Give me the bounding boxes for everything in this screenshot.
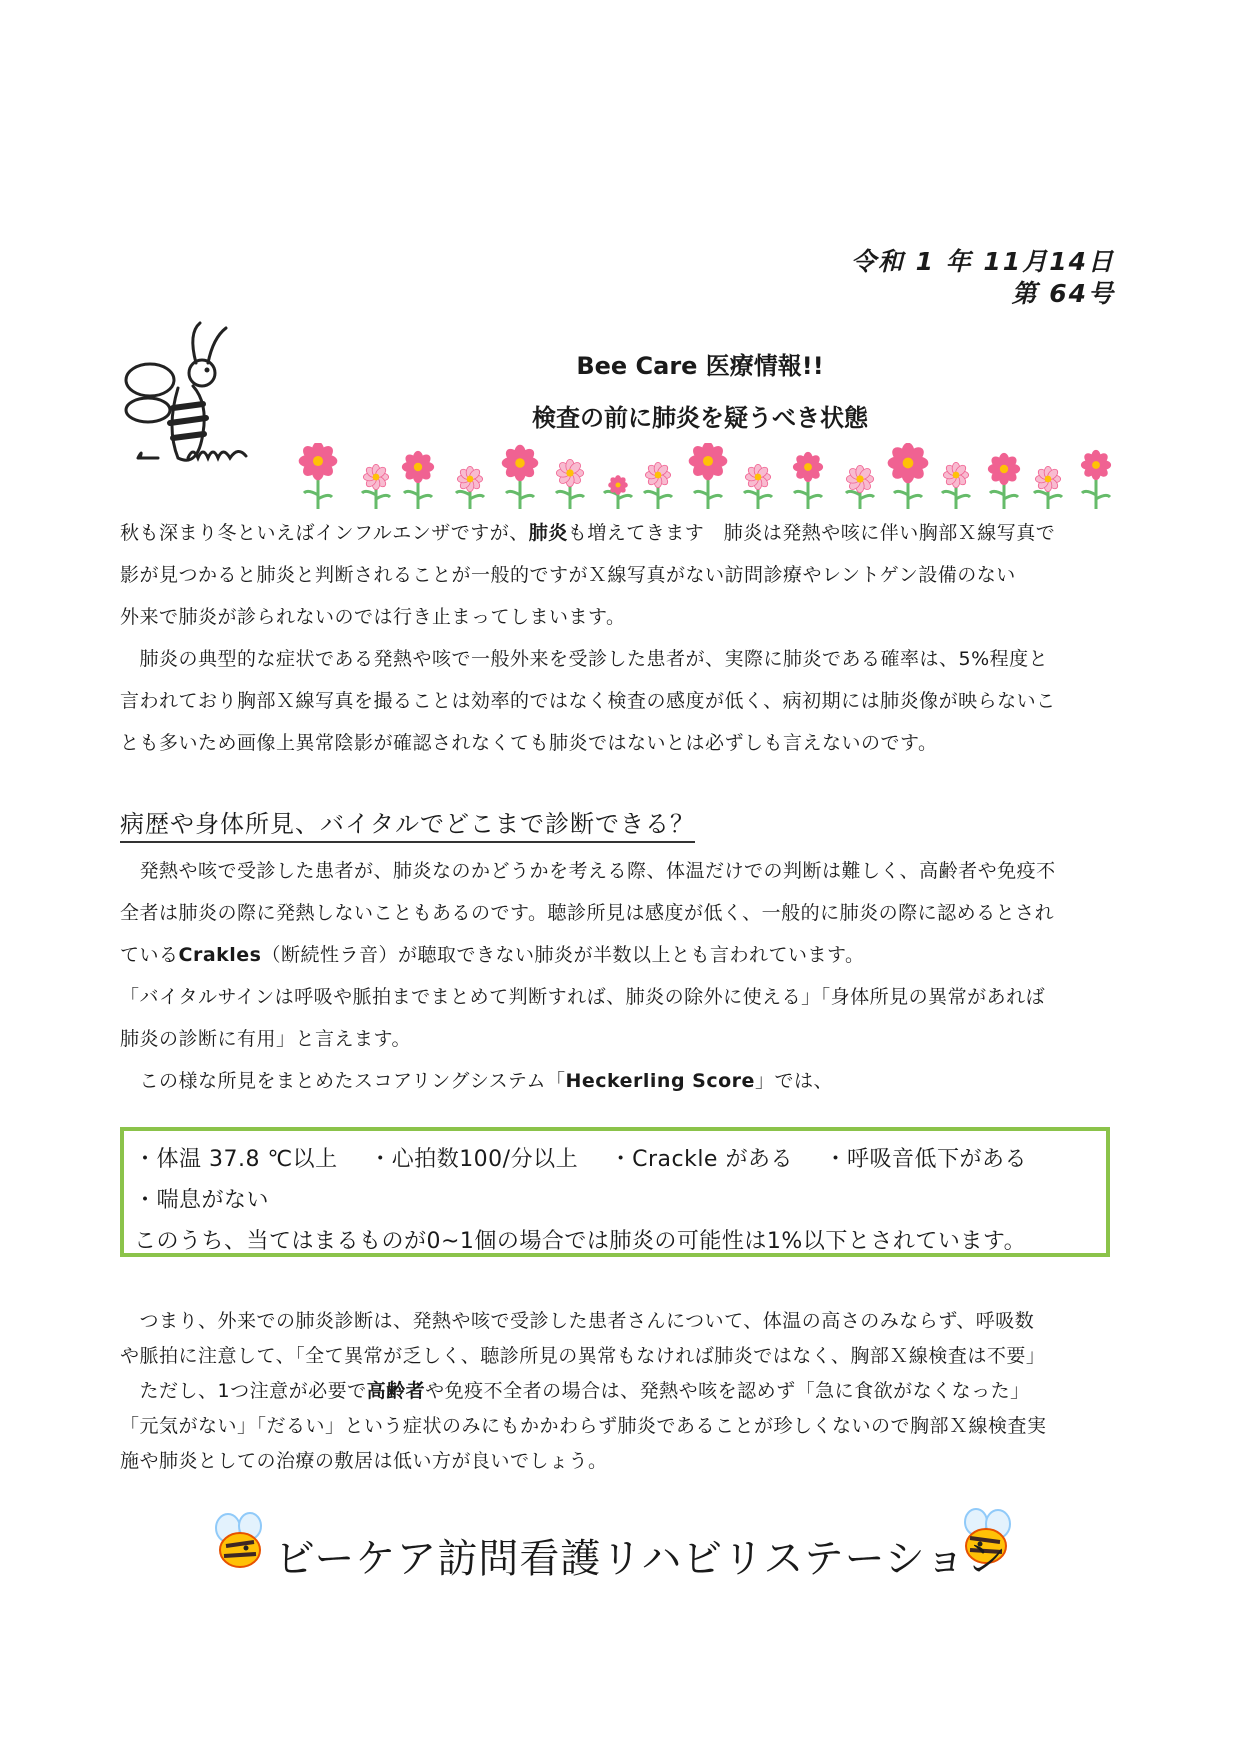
- section-line: この様な所見をまとめたスコアリングシステム「Heckerling Score」では、: [120, 1070, 833, 1092]
- score-criterion: ・体温 37.8 ℃以上: [134, 1147, 338, 1172]
- newsletter-title: Bee Care 医療情報!!: [576, 352, 824, 380]
- closing-line: 施や肺炎としての治療の敷居は低い方が良いでしょう。: [120, 1450, 608, 1472]
- section-paragraph: [120, 850, 1120, 1102]
- score-criterion: ・呼吸音低下がある: [824, 1147, 1027, 1172]
- section-line: 「バイタルサインは呼吸や脈拍までまとめて判断すれば、肺炎の除外に使える」「身体所見の異常があれば: [120, 986, 1046, 1008]
- intro-line: 肺炎の典型的な症状である発熱や咳で一般外来を受診した患者が、実際に肺炎である確率は、5%程度と: [120, 648, 1049, 670]
- intro-paragraph: [120, 512, 1120, 764]
- article-title: 検査の前に肺炎を疑うべき状態: [532, 404, 868, 432]
- section-line: 全者は肺炎の際に発熱しないこともあるのです。聴診所見は感度が低く、一般的に肺炎の際に認めるとされ: [120, 902, 1055, 924]
- score-conclusion: このうち、当てはまるものが0~1個の場合では肺炎の可能性は1%以下とされています。: [134, 1229, 1027, 1254]
- intro-line: 言われており胸部Ｘ線写真を撮ることは効率的ではなく検査の感度が低く、病初期には肺炎像が映らないこ: [120, 690, 1056, 712]
- closing-paragraph: [120, 1304, 1120, 1479]
- closing-line: 「元気がない」「だるい」という症状のみにもかかわらず肺炎であることが珍しくないので胸部Ｘ線検査実: [120, 1415, 1047, 1437]
- closing-line: つまり、外来での肺炎診断は、発熱や咳で受診した患者さんについて、体温の高さのみならず、呼吸数: [120, 1310, 1035, 1332]
- section-heading: 病歴や身体所見、バイタルでどこまで診断できる？: [120, 804, 695, 843]
- intro-line: 影が見つかると肺炎と判断されることが一般的ですがＸ線写真がない訪問診療やレントゲン設備のない: [120, 564, 1016, 586]
- bee-mascot-icon: [212, 1512, 268, 1570]
- intro-line: 外来で肺炎が診られないのでは行き止まってしまいます。: [120, 606, 626, 628]
- section-line: ているCrakles（断続性ラ音）が聴取できない肺炎が半数以上とも言われています。: [120, 944, 865, 966]
- flower-border-icon: [288, 443, 1128, 511]
- score-criterion: ・Crackle がある: [609, 1147, 793, 1172]
- section-line: 肺炎の診断に有用」と言えます。: [120, 1028, 411, 1050]
- heckerling-score-box: [120, 1127, 1110, 1257]
- score-criterion: ・喘息がない: [134, 1188, 270, 1213]
- issue-number: 第 64号: [1011, 279, 1115, 308]
- section-line: 発熱や咳で受診した患者が、肺炎なのかどうかを考える際、体温だけでの判断は難しく、高齢者や免疫不: [120, 860, 1056, 882]
- score-criterion: ・心拍数100/分以上: [369, 1147, 579, 1172]
- bee-logo-icon: [118, 318, 258, 468]
- station-name: ビーケア訪問看護リハビリステーション: [275, 1536, 1007, 1582]
- intro-line: 秋も深まり冬といえばインフルエンザですが、肺炎も増えてきます 肺炎は発熱や咳に伴い胸部Ｘ線写真で: [120, 522, 1056, 544]
- intro-line: とも多いため画像上異常陰影が確認されなくても肺炎ではないとは必ずしも言えないのです。: [120, 732, 938, 754]
- issue-date: 令和 1 年 11月14日: [850, 247, 1115, 276]
- closing-line: ただし、1つ注意が必要で高齢者や免疫不全者の場合は、発熱や咳を認めず「急に食欲がなくなった」: [120, 1380, 1030, 1402]
- closing-line: や脈拍に注意して、「全て異常が乏しく、聴診所見の異常もなければ肺炎ではなく、胸部Ｘ線検査は不要」: [120, 1345, 1046, 1367]
- score-criteria-row: [134, 1139, 1096, 1180]
- issue-header: [851, 246, 1115, 310]
